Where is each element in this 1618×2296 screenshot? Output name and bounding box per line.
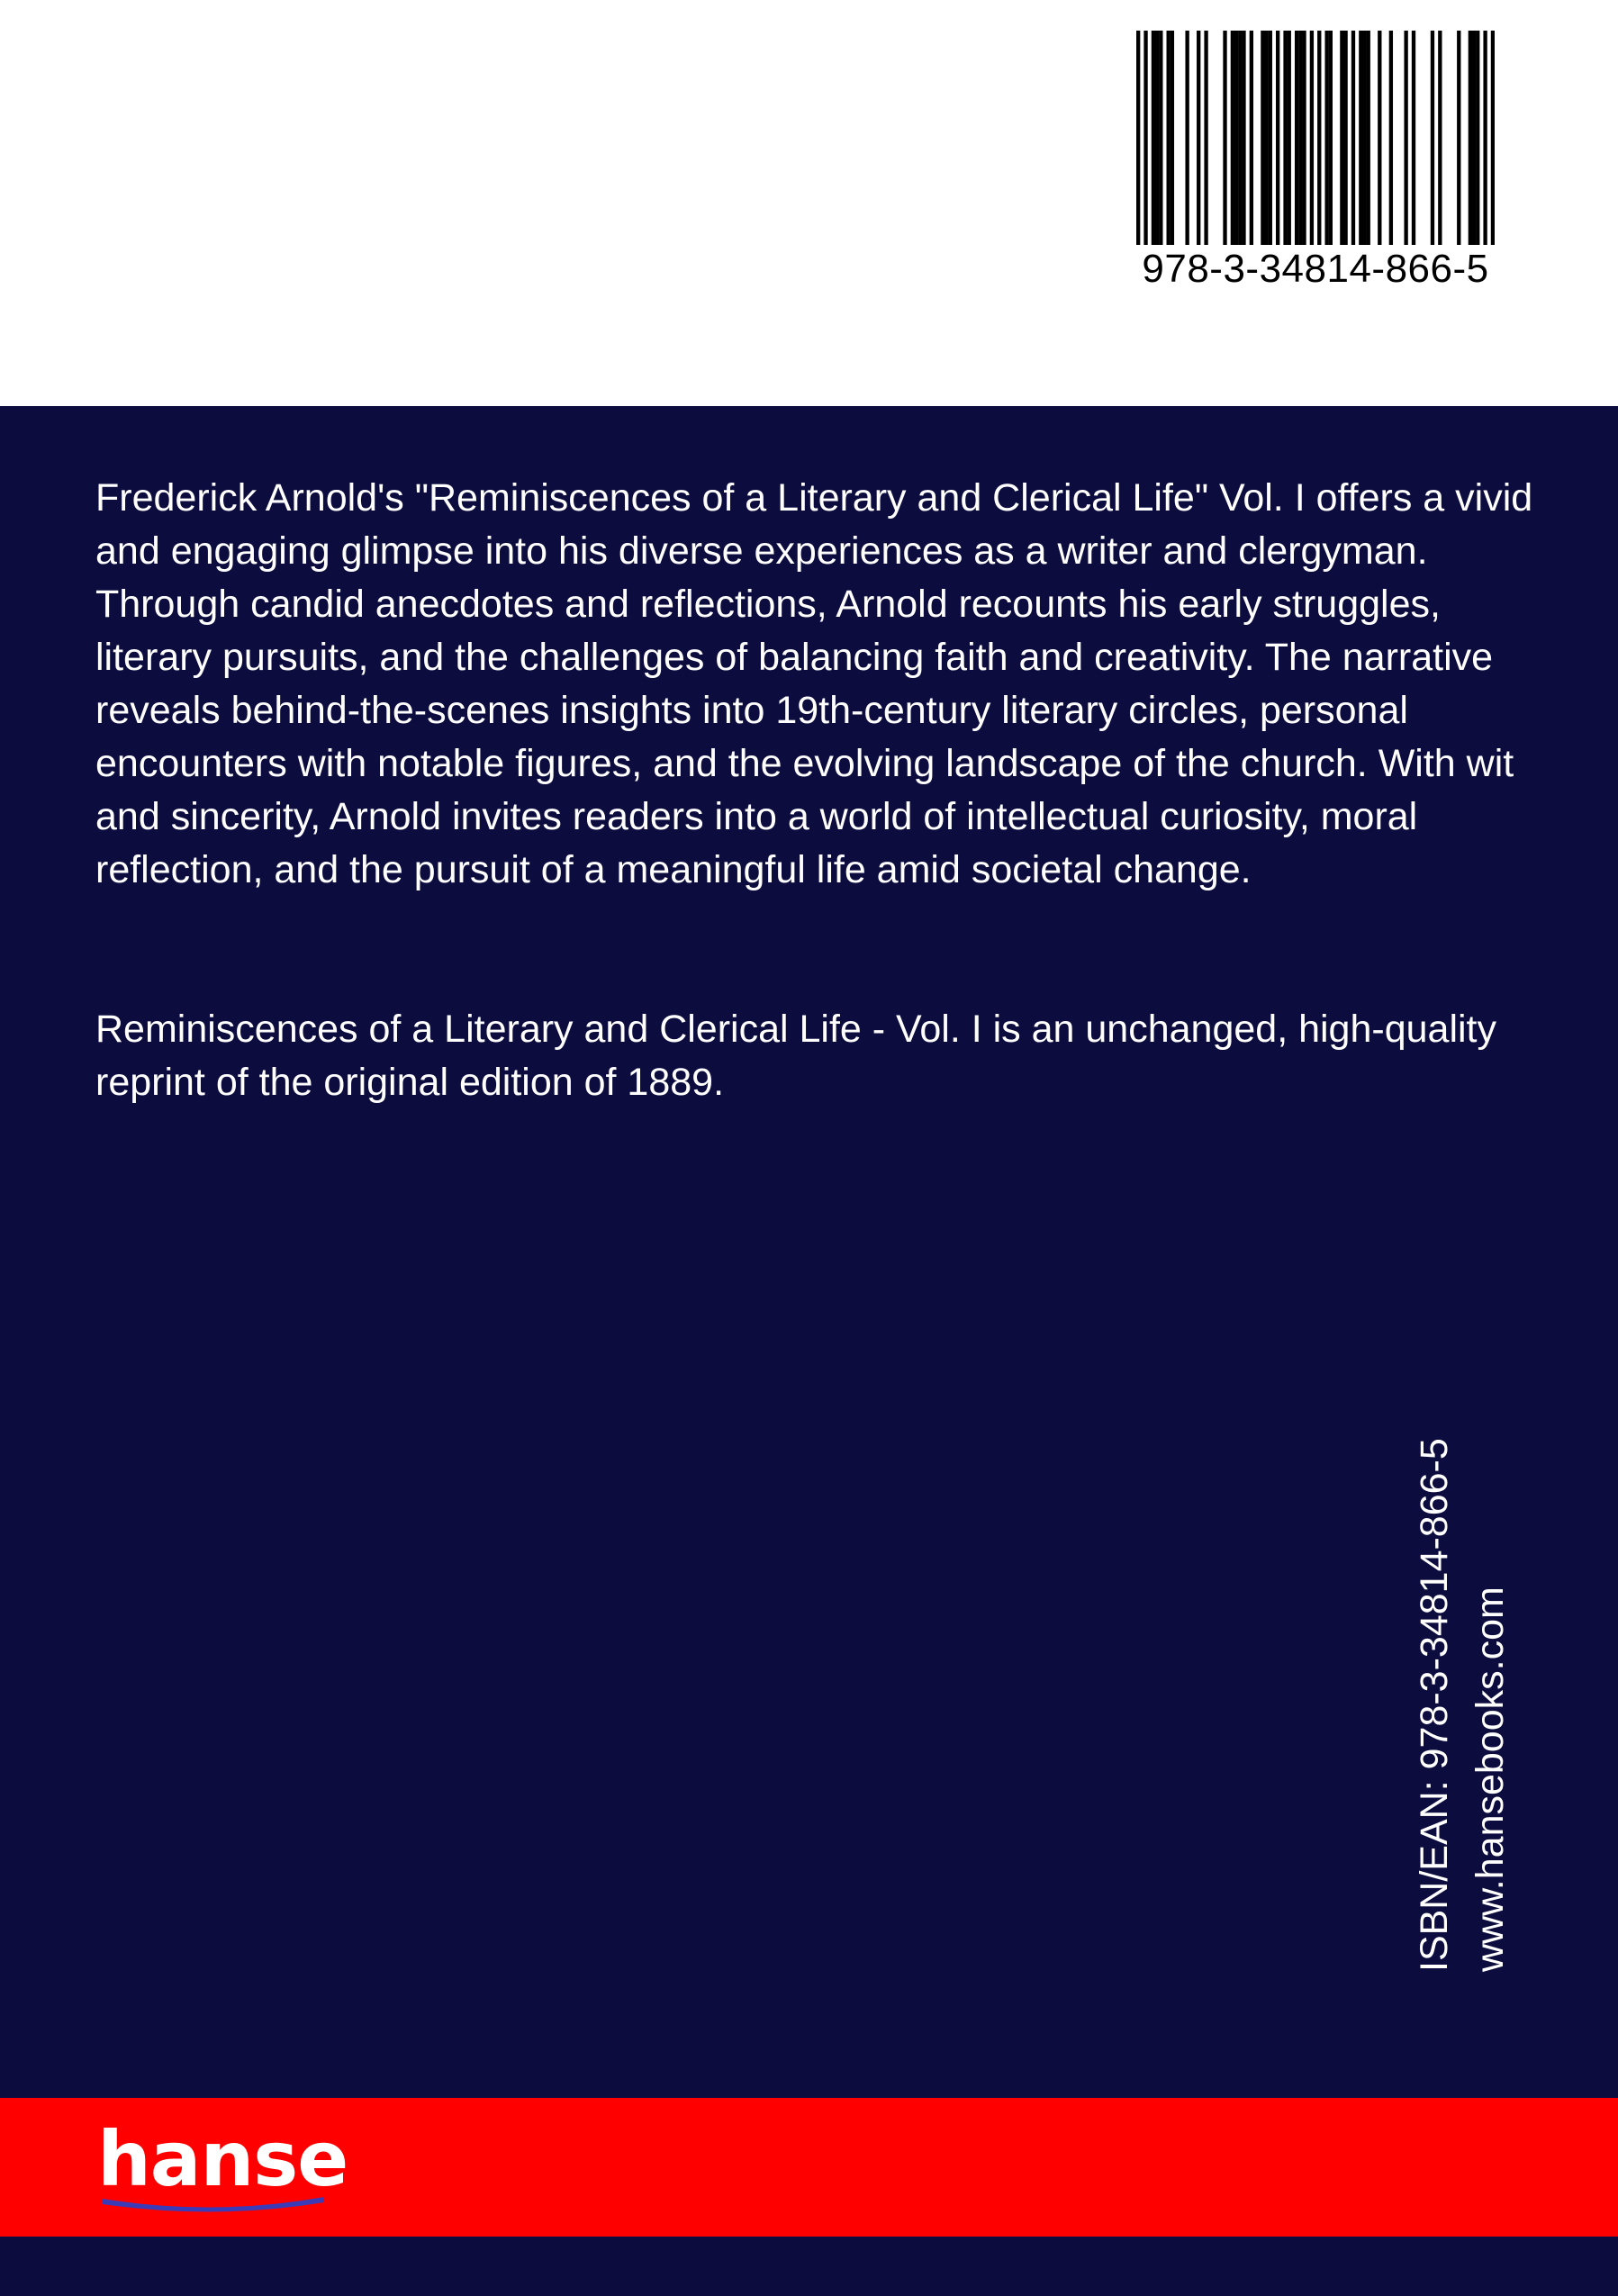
logo-text: hanse [97,2115,348,2203]
barcode-bar [1457,31,1460,245]
barcode-bars [1136,31,1495,245]
website-text: www.hansebooks.com [1469,1586,1512,1972]
barcode-bar [1302,31,1306,245]
barcode-bar [1152,31,1155,245]
barcode-bar [1185,31,1189,245]
barcode-bar [1231,31,1234,245]
barcode-bar [1261,31,1264,245]
book-description: Frederick Arnold's "Reminiscences of a Literary and Clerical Life" Vol. I offers a vivid and engaging glimpse into his diverse experiences as a writer and clergyman. Through candid anecdotes and reflections, Arnold recounts his early struggles, literary pursuits, and the challenges of balancing faith and creativity. The narrative reveals behind-the-scenes insights into 19th-century literary circles, personal encounters with notable figures, and the evolving landscape of the church. With wit and sincerity, Arnold invites readers into a world of intellectual curiosity, moral reflection, and the pursuit of a meaningful life amid societal change. [95,476,1533,891]
barcode-bar [1362,31,1366,245]
barcode-bar [1438,31,1442,245]
barcode-bar [1469,31,1472,245]
barcode-bar [1283,31,1287,245]
barcode-bar [1317,31,1321,245]
barcode-bar [1143,31,1147,245]
barcode-bar [1343,31,1347,245]
barcode-bar [1324,31,1328,245]
barcode-bar [1242,31,1245,245]
barcode-bar [1136,31,1140,245]
barcode-bar [1491,31,1495,245]
barcode-bar [1197,31,1200,245]
barcode-bar [1351,31,1355,245]
barcode-bar [1223,31,1226,245]
barcode-bar [1204,31,1207,245]
barcode-bar [1378,31,1381,245]
barcode-bar [1295,31,1298,245]
barcode-bar [1264,31,1268,245]
barcode-bar [1329,31,1333,245]
barcode-bar [1269,31,1272,245]
barcode-bar [1431,31,1434,245]
barcode-bar [1404,31,1407,245]
barcode-bar [1159,31,1162,245]
barcode-bar [1367,31,1370,245]
barcode-number: 978-3-34814-866-5 [1142,247,1489,291]
barcode-bar [1483,31,1487,245]
barcode-bar [1234,31,1238,245]
barcode-bar [1476,31,1479,245]
isbn-text: ISBN/EAN: 978-3-34814-866-5 [1413,1438,1456,1972]
hanse-logo [97,2115,348,2217]
barcode-bar [1167,31,1171,245]
barcode-bar [1155,31,1159,245]
barcode-bar [1250,31,1253,245]
barcode-bar [1276,31,1279,245]
reprint-note: Reminiscences of a Literary and Clerical Life - Vol. I is an unchanged, high-quality reprint of the original edition of 1889. [95,1008,1496,1104]
barcode-bar [1238,31,1242,245]
vertical-info [1406,1414,1523,1972]
barcode-bar [1288,31,1291,245]
logo-swoosh-icon [101,2193,326,2213]
barcode-bar [1359,31,1362,245]
barcode-bar [1310,31,1314,245]
barcode-bar [1389,31,1393,245]
bottom-band [0,2237,1618,2296]
barcode [1136,31,1495,292]
barcode-bar [1171,31,1174,245]
barcode-bar [1340,31,1343,245]
barcode-bar [1412,31,1415,245]
barcode-bar [1472,31,1476,245]
barcode-bar [1298,31,1302,245]
top-white-band [0,0,1618,406]
